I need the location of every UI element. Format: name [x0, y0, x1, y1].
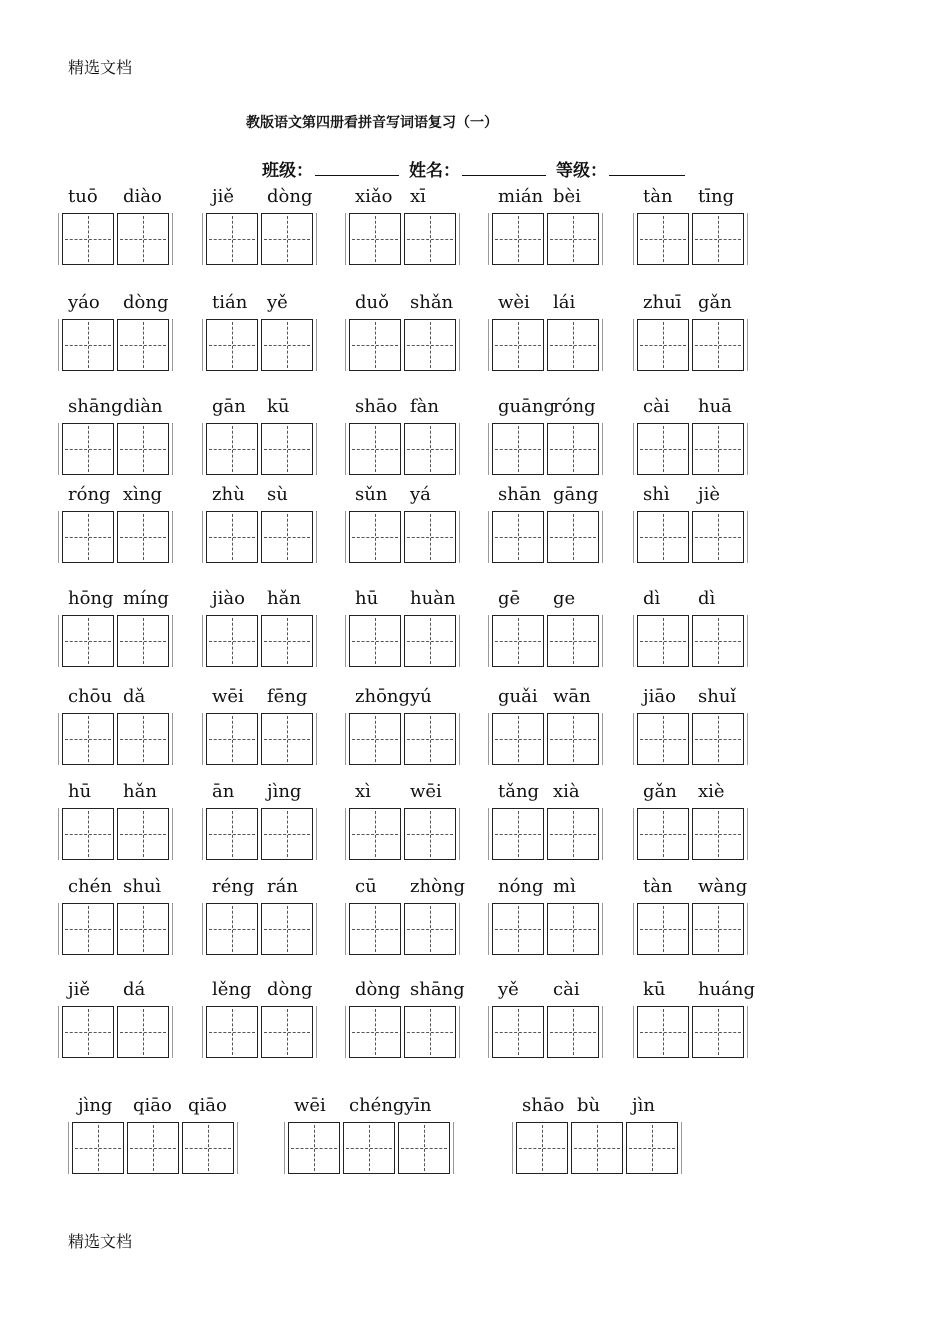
pinyin-syllable: sù — [267, 484, 288, 505]
tian-zi-ge-cell[interactable] — [117, 713, 169, 765]
pinyin-syllable: róng — [553, 396, 596, 417]
pinyin-syllable: rán — [267, 876, 298, 897]
pinyin-syllable: shāo — [522, 1095, 565, 1116]
tian-zi-ge-cell[interactable] — [261, 511, 313, 563]
pinyin-syllable: guāng — [498, 396, 555, 417]
pinyin-syllable: tàn — [643, 876, 673, 897]
pinyin-syllable: shuì — [123, 876, 162, 897]
pinyin-syllable: zhù — [212, 484, 245, 505]
name-blank[interactable] — [462, 174, 546, 176]
pinyin-syllable: yú — [410, 686, 432, 707]
writing-boxes — [58, 213, 173, 265]
writing-boxes — [202, 511, 317, 563]
pinyin-syllable: bù — [577, 1095, 601, 1116]
pinyin-syllable: cū — [355, 876, 377, 897]
tian-zi-ge-cell[interactable] — [349, 1006, 401, 1058]
tian-zi-ge-cell[interactable] — [547, 903, 599, 955]
tian-zi-ge-cell[interactable] — [117, 903, 169, 955]
tian-zi-ge-cell[interactable] — [261, 903, 313, 955]
pinyin-syllable: sǔn — [355, 484, 388, 505]
writing-boxes — [488, 423, 603, 475]
pinyin-syllable: xì — [355, 781, 371, 802]
tian-zi-ge-cell[interactable] — [261, 615, 313, 667]
worksheet-title: 教版语文第四册看拼音写词语复习（一） — [246, 115, 498, 131]
pinyin-syllable: wèi — [498, 292, 530, 313]
pinyin-syllable: wàng — [698, 876, 748, 897]
tian-zi-ge-cell[interactable] — [404, 213, 456, 265]
writing-boxes — [345, 808, 460, 860]
pinyin-syllable: qiāo — [188, 1095, 227, 1116]
writing-boxes — [488, 319, 603, 371]
pinyin-syllable: zhuī — [643, 292, 682, 313]
tian-zi-ge-cell[interactable] — [692, 615, 744, 667]
tian-zi-ge-cell[interactable] — [571, 1122, 623, 1174]
pinyin-syllable: hǎn — [123, 781, 157, 802]
tian-zi-ge-cell[interactable] — [492, 713, 544, 765]
writing-boxes — [58, 615, 173, 667]
tian-zi-ge-cell[interactable] — [404, 808, 456, 860]
student-info — [262, 156, 695, 181]
tian-zi-ge-cell[interactable] — [492, 511, 544, 563]
pinyin-syllable: dòng — [355, 979, 401, 1000]
pinyin-syllable: wēi — [294, 1095, 326, 1116]
pinyin-syllable: yīn — [404, 1095, 432, 1116]
tian-zi-ge-cell[interactable] — [692, 903, 744, 955]
pinyin-syllable: dá — [123, 979, 146, 1000]
tian-zi-ge-cell[interactable] — [349, 903, 401, 955]
pinyin-syllable: míng — [123, 588, 169, 609]
pinyin-syllable: dì — [643, 588, 661, 609]
pinyin-syllable: jìng — [267, 781, 302, 802]
tian-zi-ge-cell[interactable] — [404, 615, 456, 667]
tian-zi-ge-cell[interactable] — [492, 808, 544, 860]
tian-zi-ge-cell[interactable] — [261, 423, 313, 475]
writing-boxes — [58, 1006, 173, 1058]
tian-zi-ge-cell[interactable] — [404, 319, 456, 371]
pinyin-syllable: gān — [212, 396, 246, 417]
tian-zi-ge-cell[interactable] — [349, 423, 401, 475]
writing-boxes — [202, 423, 317, 475]
pinyin-syllable: duǒ — [355, 292, 389, 313]
writing-boxes — [488, 903, 603, 955]
writing-boxes — [58, 423, 173, 475]
class-label: 班级： — [262, 161, 313, 181]
tian-zi-ge-cell[interactable] — [206, 319, 258, 371]
writing-boxes — [284, 1122, 454, 1174]
writing-boxes — [633, 615, 748, 667]
tian-zi-ge-cell[interactable] — [62, 213, 114, 265]
tian-zi-ge-cell[interactable] — [206, 511, 258, 563]
pinyin-syllable: fàn — [410, 396, 439, 417]
name-label: 姓名： — [409, 161, 460, 181]
writing-boxes — [202, 1006, 317, 1058]
tian-zi-ge-cell[interactable] — [547, 213, 599, 265]
pinyin-syllable: kū — [643, 979, 666, 1000]
writing-boxes — [202, 713, 317, 765]
writing-boxes — [345, 213, 460, 265]
tian-zi-ge-cell[interactable] — [206, 423, 258, 475]
writing-boxes — [633, 1006, 748, 1058]
pinyin-syllable: gǎn — [698, 292, 732, 313]
pinyin-syllable: shǎn — [410, 292, 454, 313]
pinyin-syllable: réng — [212, 876, 255, 897]
writing-boxes — [345, 903, 460, 955]
pinyin-syllable: wēi — [212, 686, 244, 707]
writing-boxes — [345, 511, 460, 563]
tian-zi-ge-cell[interactable] — [692, 808, 744, 860]
pinyin-syllable: dì — [698, 588, 716, 609]
tian-zi-ge-cell[interactable] — [206, 808, 258, 860]
pinyin-syllable: qiāo — [133, 1095, 172, 1116]
tian-zi-ge-cell[interactable] — [637, 213, 689, 265]
tian-zi-ge-cell[interactable] — [206, 615, 258, 667]
pinyin-syllable: diào — [123, 186, 162, 207]
writing-boxes — [345, 423, 460, 475]
pinyin-syllable: cài — [643, 396, 670, 417]
tian-zi-ge-cell[interactable] — [547, 808, 599, 860]
pinyin-syllable: gē — [498, 588, 521, 609]
writing-boxes — [58, 511, 173, 563]
tian-zi-ge-cell[interactable] — [492, 319, 544, 371]
pinyin-syllable: mián — [498, 186, 544, 207]
pinyin-syllable: ge — [553, 588, 576, 609]
tian-zi-ge-cell[interactable] — [492, 1006, 544, 1058]
writing-boxes — [345, 1006, 460, 1058]
pinyin-syllable: yě — [267, 292, 288, 313]
writing-boxes — [488, 213, 603, 265]
pinyin-syllable: tǎng — [498, 781, 540, 802]
pinyin-syllable: tàn — [643, 186, 673, 207]
writing-boxes — [345, 319, 460, 371]
tian-zi-ge-cell[interactable] — [349, 808, 401, 860]
tian-zi-ge-cell[interactable] — [349, 713, 401, 765]
pinyin-syllable: gǎn — [643, 781, 677, 802]
tian-zi-ge-cell[interactable] — [206, 713, 258, 765]
writing-boxes — [633, 319, 748, 371]
pinyin-syllable: xiè — [698, 781, 725, 802]
writing-boxes — [202, 903, 317, 955]
writing-boxes — [58, 808, 173, 860]
writing-boxes — [633, 713, 748, 765]
tian-zi-ge-cell[interactable] — [492, 213, 544, 265]
pinyin-syllable: dǎ — [123, 686, 146, 707]
tian-zi-ge-cell[interactable] — [692, 511, 744, 563]
pinyin-syllable: hǎn — [267, 588, 301, 609]
tian-zi-ge-cell[interactable] — [492, 423, 544, 475]
writing-boxes — [58, 903, 173, 955]
pinyin-syllable: shāng — [410, 979, 465, 1000]
tian-zi-ge-cell[interactable] — [117, 423, 169, 475]
pinyin-syllable: róng — [68, 484, 111, 505]
pinyin-syllable: xià — [553, 781, 580, 802]
tian-zi-ge-cell[interactable] — [404, 903, 456, 955]
writing-boxes — [58, 319, 173, 371]
tian-zi-ge-cell[interactable] — [117, 615, 169, 667]
pinyin-syllable: zhòng — [410, 876, 466, 897]
pinyin-syllable: nóng — [498, 876, 544, 897]
tian-zi-ge-cell[interactable] — [261, 713, 313, 765]
pinyin-syllable: bèi — [553, 186, 581, 207]
tian-zi-ge-cell[interactable] — [349, 615, 401, 667]
pinyin-syllable: jiè — [698, 484, 720, 505]
tian-zi-ge-cell[interactable] — [206, 213, 258, 265]
pinyin-syllable: hōng — [68, 588, 114, 609]
writing-boxes — [68, 1122, 238, 1174]
pinyin-syllable: ān — [212, 781, 235, 802]
tian-zi-ge-cell[interactable] — [349, 319, 401, 371]
tian-zi-ge-cell[interactable] — [261, 1006, 313, 1058]
tian-zi-ge-cell[interactable] — [692, 423, 744, 475]
tian-zi-ge-cell[interactable] — [547, 713, 599, 765]
pinyin-syllable: hū — [68, 781, 92, 802]
pinyin-syllable: yáo — [68, 292, 100, 313]
tian-zi-ge-cell[interactable] — [547, 511, 599, 563]
tian-zi-ge-cell[interactable] — [117, 319, 169, 371]
pinyin-syllable: jiāo — [643, 686, 676, 707]
tian-zi-ge-cell[interactable] — [637, 1006, 689, 1058]
tian-zi-ge-cell[interactable] — [637, 423, 689, 475]
tian-zi-ge-cell[interactable] — [62, 511, 114, 563]
pinyin-syllable: huàn — [410, 588, 456, 609]
tian-zi-ge-cell[interactable] — [404, 423, 456, 475]
pinyin-syllable: chéng — [349, 1095, 405, 1116]
grade-blank[interactable] — [609, 174, 685, 176]
tian-zi-ge-cell[interactable] — [492, 615, 544, 667]
tian-zi-ge-cell[interactable] — [404, 1006, 456, 1058]
pinyin-syllable: hū — [355, 588, 379, 609]
pinyin-syllable: yě — [498, 979, 519, 1000]
tian-zi-ge-cell[interactable] — [62, 903, 114, 955]
tian-zi-ge-cell[interactable] — [547, 1006, 599, 1058]
tian-zi-ge-cell[interactable] — [206, 1006, 258, 1058]
pinyin-syllable: shì — [643, 484, 670, 505]
tian-zi-ge-cell[interactable] — [62, 319, 114, 371]
pinyin-syllable: tīng — [698, 186, 735, 207]
writing-boxes — [633, 808, 748, 860]
tian-zi-ge-cell[interactable] — [404, 713, 456, 765]
tian-zi-ge-cell[interactable] — [261, 808, 313, 860]
tian-zi-ge-cell[interactable] — [516, 1122, 568, 1174]
pinyin-syllable: lái — [553, 292, 576, 313]
tian-zi-ge-cell[interactable] — [404, 511, 456, 563]
tian-zi-ge-cell[interactable] — [547, 319, 599, 371]
tian-zi-ge-cell[interactable] — [62, 423, 114, 475]
tian-zi-ge-cell[interactable] — [547, 423, 599, 475]
tian-zi-ge-cell[interactable] — [349, 213, 401, 265]
pinyin-syllable: xī — [410, 186, 426, 207]
pinyin-syllable: lěng — [212, 979, 252, 1000]
pinyin-syllable: jìn — [632, 1095, 655, 1116]
tian-zi-ge-cell[interactable] — [547, 615, 599, 667]
pinyin-syllable: gāng — [553, 484, 599, 505]
tian-zi-ge-cell[interactable] — [637, 713, 689, 765]
pinyin-syllable: shuǐ — [698, 686, 737, 707]
pinyin-syllable: tián — [212, 292, 248, 313]
tian-zi-ge-cell[interactable] — [626, 1122, 678, 1174]
writing-boxes — [58, 713, 173, 765]
tian-zi-ge-cell[interactable] — [62, 808, 114, 860]
writing-boxes — [633, 423, 748, 475]
pinyin-syllable: wēi — [410, 781, 442, 802]
writing-boxes — [633, 511, 748, 563]
grade-label: 等级： — [556, 161, 607, 181]
pinyin-syllable: shāo — [355, 396, 398, 417]
tian-zi-ge-cell[interactable] — [288, 1122, 340, 1174]
tian-zi-ge-cell[interactable] — [637, 615, 689, 667]
pinyin-syllable: shān — [498, 484, 542, 505]
pinyin-syllable: zhōng — [355, 686, 411, 707]
tian-zi-ge-cell[interactable] — [206, 903, 258, 955]
writing-boxes — [345, 713, 460, 765]
pinyin-syllable: guǎi — [498, 686, 538, 707]
tian-zi-ge-cell[interactable] — [72, 1122, 124, 1174]
tian-zi-ge-cell[interactable] — [637, 808, 689, 860]
tian-zi-ge-cell[interactable] — [62, 1006, 114, 1058]
writing-boxes — [488, 511, 603, 563]
tian-zi-ge-cell[interactable] — [398, 1122, 450, 1174]
pinyin-syllable: huā — [698, 396, 732, 417]
writing-boxes — [202, 319, 317, 371]
pinyin-syllable: jiě — [68, 979, 90, 1000]
pinyin-syllable: jiào — [212, 588, 245, 609]
pinyin-syllable: yá — [410, 484, 431, 505]
pinyin-syllable: dòng — [267, 979, 313, 1000]
pinyin-syllable: tuō — [68, 186, 98, 207]
tian-zi-ge-cell[interactable] — [692, 1006, 744, 1058]
tian-zi-ge-cell[interactable] — [182, 1122, 234, 1174]
writing-boxes — [202, 615, 317, 667]
tian-zi-ge-cell[interactable] — [349, 511, 401, 563]
writing-boxes — [633, 213, 748, 265]
class-blank[interactable] — [315, 174, 399, 176]
pinyin-syllable: fēng — [267, 686, 308, 707]
pinyin-syllable: dòng — [123, 292, 169, 313]
pinyin-syllable: chōu — [68, 686, 113, 707]
pinyin-syllable: kū — [267, 396, 290, 417]
tian-zi-ge-cell[interactable] — [261, 319, 313, 371]
tian-zi-ge-cell[interactable] — [637, 511, 689, 563]
tian-zi-ge-cell[interactable] — [637, 319, 689, 371]
tian-zi-ge-cell[interactable] — [492, 903, 544, 955]
pinyin-syllable: xìng — [123, 484, 163, 505]
writing-boxes — [488, 1006, 603, 1058]
tian-zi-ge-cell[interactable] — [692, 319, 744, 371]
pinyin-syllable: mì — [553, 876, 576, 897]
pinyin-syllable: cài — [553, 979, 580, 1000]
writing-boxes — [488, 713, 603, 765]
pinyin-syllable: jiě — [212, 186, 234, 207]
page-footer: 精选文档 — [68, 1232, 133, 1251]
pinyin-syllable: huáng — [698, 979, 756, 1000]
writing-boxes — [512, 1122, 682, 1174]
pinyin-syllable: dòng — [267, 186, 313, 207]
tian-zi-ge-cell[interactable] — [117, 808, 169, 860]
tian-zi-ge-cell[interactable] — [117, 1006, 169, 1058]
tian-zi-ge-cell[interactable] — [637, 903, 689, 955]
tian-zi-ge-cell[interactable] — [343, 1122, 395, 1174]
pinyin-syllable: chén — [68, 876, 112, 897]
writing-boxes — [488, 808, 603, 860]
pinyin-syllable: jìng — [78, 1095, 113, 1116]
tian-zi-ge-cell[interactable] — [261, 213, 313, 265]
pinyin-syllable: shāng — [68, 396, 123, 417]
tian-zi-ge-cell[interactable] — [62, 615, 114, 667]
tian-zi-ge-cell[interactable] — [117, 511, 169, 563]
tian-zi-ge-cell[interactable] — [692, 213, 744, 265]
page-header: 精选文档 — [68, 58, 133, 77]
writing-boxes — [202, 808, 317, 860]
writing-boxes — [633, 903, 748, 955]
tian-zi-ge-cell[interactable] — [127, 1122, 179, 1174]
pinyin-syllable: xiǎo — [355, 186, 393, 207]
tian-zi-ge-cell[interactable] — [117, 213, 169, 265]
writing-boxes — [488, 615, 603, 667]
pinyin-syllable: diàn — [123, 396, 163, 417]
tian-zi-ge-cell[interactable] — [62, 713, 114, 765]
writing-boxes — [202, 213, 317, 265]
writing-boxes — [345, 615, 460, 667]
tian-zi-ge-cell[interactable] — [692, 713, 744, 765]
pinyin-syllable: wān — [553, 686, 591, 707]
